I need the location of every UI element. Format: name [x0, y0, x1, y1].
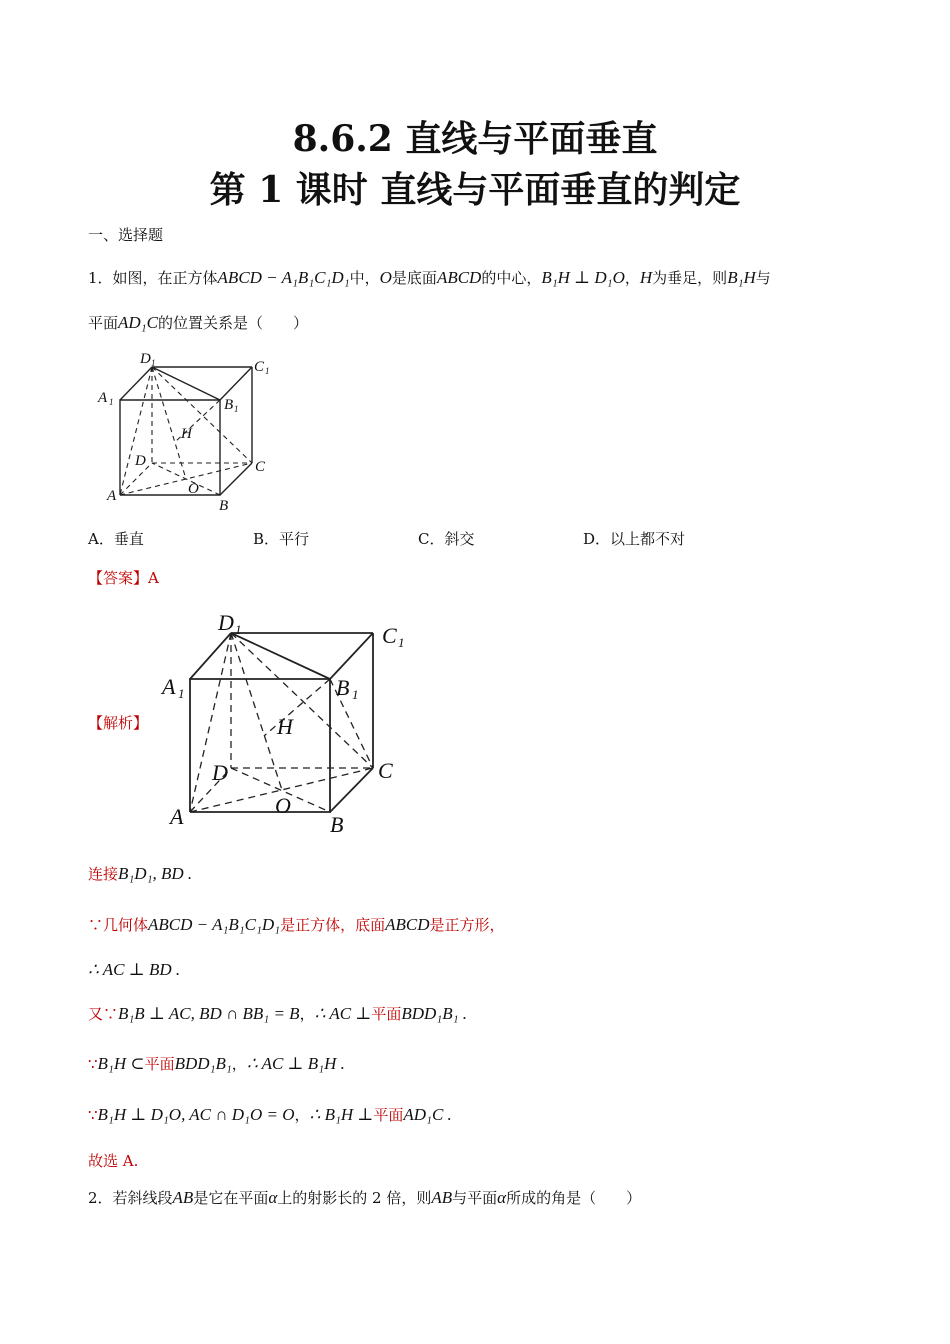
step-2 [88, 914, 505, 936]
step-text: 是正方体，底面 [280, 916, 386, 934]
q1-text: 的位置关系是（ ） [157, 314, 308, 332]
q2-text: 2．若斜线段 [88, 1189, 173, 1207]
label-B1: B [336, 675, 350, 700]
step-math: ∴ AC ⊥ [314, 1004, 372, 1023]
label-D: D [135, 453, 146, 469]
option-c: C．斜交 [418, 530, 475, 548]
label-D1: D [140, 351, 151, 367]
label-C1: C [382, 623, 397, 648]
label-A1: A [98, 390, 108, 406]
step-text: 平面 [373, 1106, 404, 1124]
q1-text: 1．如图，在正方体 [88, 269, 218, 287]
step-6 [88, 1104, 452, 1126]
step-text: ， [231, 1055, 247, 1073]
label-A: A [107, 488, 117, 504]
label-D: D [212, 760, 228, 785]
label-C1: C [254, 359, 265, 375]
step-7: 故选 A. [88, 1152, 139, 1170]
q1-text: ， [624, 269, 640, 287]
subscript-1: 1 [109, 397, 114, 407]
option-b: B．平行 [253, 530, 310, 548]
q2-text: 上的射影长的 2 倍，则 [277, 1189, 432, 1207]
subscript-1: 1 [151, 358, 156, 368]
analysis-label: 【解析】 [88, 714, 149, 732]
subscript-1: 1 [265, 366, 270, 376]
q1-math: B₁H ⊥ D₁O [541, 268, 625, 287]
step-5 [88, 1053, 345, 1075]
step-math: BDD₁B₁ [174, 1054, 232, 1073]
q1-line2 [88, 312, 308, 334]
q2-math: AB [172, 1188, 194, 1207]
step-math: ABCD − A₁B₁C₁D₁ [148, 915, 281, 934]
step-text: ∵ [88, 1106, 98, 1124]
label-B: B [219, 498, 229, 514]
step-text: 平面 [371, 1005, 402, 1023]
step-3 [88, 959, 180, 981]
q1-text: 平面 [88, 314, 119, 332]
page-subtitle: 第 1 课时 直线与平面垂直的判定 [209, 169, 741, 211]
step-text: 连接 [88, 865, 119, 883]
q1-text: 与 [755, 269, 771, 287]
q2-text: 是它在平面 [193, 1189, 269, 1207]
q2-text: 所成的角是（ ） [506, 1189, 642, 1207]
step-math: ∴ AC ⊥ B₁H . [246, 1054, 345, 1073]
answer: 【答案】A [88, 569, 159, 587]
cube-figure-large [160, 608, 410, 838]
option-a: A．垂直 [88, 530, 144, 548]
subscript-1: 1 [352, 687, 359, 702]
label-C: C [378, 758, 393, 783]
q1-text: 为垂足，则 [652, 269, 728, 287]
step-math: B₁B ⊥ AC, BD ∩ BB₁ = B [118, 1004, 300, 1023]
step-text: ， [299, 1005, 315, 1023]
step-text: 平面 [144, 1055, 175, 1073]
step-math: AD₁C . [403, 1105, 452, 1124]
step-text: ， [294, 1106, 310, 1124]
subscript-1: 1 [234, 404, 239, 414]
q1-text: 的中心， [481, 269, 542, 287]
label-O: O [188, 481, 199, 497]
step-math: B₁H ⊂ [97, 1054, 145, 1073]
q2-line1 [88, 1187, 641, 1209]
step-text: 是正方形， [429, 916, 505, 934]
label-B1: B [224, 397, 234, 413]
step-text: ∵几何体 [88, 916, 149, 934]
q2-math: AB [431, 1188, 453, 1207]
q1-math: O [379, 268, 392, 287]
q1-line1 [88, 267, 771, 289]
q1-math: ABCD − A₁B₁C₁D₁ [217, 268, 350, 287]
q1-math: H [639, 268, 653, 287]
subscript-1: 1 [178, 686, 185, 701]
subscript-1: 1 [398, 635, 405, 650]
option-d: D．以上都不对 [583, 530, 686, 548]
label-C: C [255, 459, 266, 475]
step-text: ∵ [88, 1055, 98, 1073]
q1-text: 中， [349, 269, 380, 287]
q1-math: B₁H [727, 268, 756, 287]
q1-text: 是底面 [391, 269, 437, 287]
label-D1: D [218, 610, 234, 635]
label-H: H [277, 714, 293, 739]
step-math: ABCD [385, 915, 430, 934]
label-H: H [181, 426, 192, 442]
step-math: B₁D₁, BD . [118, 864, 193, 883]
cube-figure-small [95, 345, 285, 515]
subscript-1: 1 [235, 622, 242, 637]
q2-math: α [497, 1188, 507, 1207]
step-1 [88, 863, 192, 885]
step-math: B₁H ⊥ D₁O, AC ∩ D₁O = O [97, 1105, 295, 1124]
step-4 [88, 1003, 467, 1025]
label-A: A [170, 804, 184, 829]
step-math: ∴ B₁H ⊥ [309, 1105, 374, 1124]
q2-text: 与平面 [452, 1189, 498, 1207]
page-title: 8.6.2 直线与平面垂直 [292, 118, 658, 160]
q1-math: ABCD [436, 268, 482, 287]
q2-math: α [268, 1188, 278, 1207]
step-text: 又∵ [88, 1005, 119, 1023]
label-A1: A [162, 674, 176, 699]
label-B: B [330, 812, 344, 837]
section-heading: 一、选择题 [88, 226, 164, 244]
label-O: O [275, 793, 291, 818]
q1-math: AD₁C [118, 313, 158, 332]
step-math: BDD₁B₁ . [401, 1004, 467, 1023]
step-math: ∴ AC ⊥ BD . [88, 960, 181, 979]
